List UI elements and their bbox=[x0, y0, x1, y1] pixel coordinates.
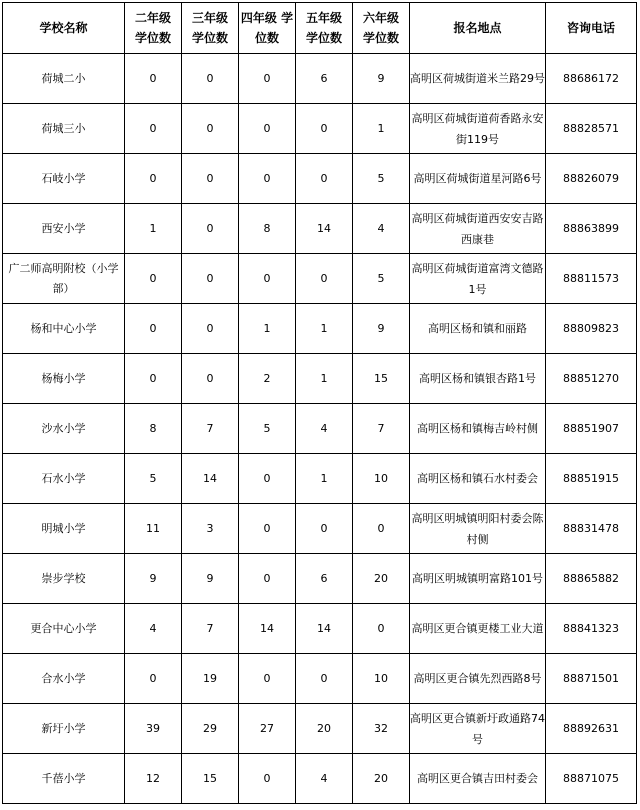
grade5-vacancies: 1 bbox=[296, 354, 353, 404]
grade3-vacancies: 0 bbox=[182, 104, 239, 154]
grade2-vacancies: 0 bbox=[125, 654, 182, 704]
grade4-vacancies: 0 bbox=[239, 754, 296, 804]
grade5-vacancies: 0 bbox=[296, 154, 353, 204]
grade2-vacancies: 0 bbox=[125, 354, 182, 404]
table-row bbox=[3, 354, 637, 404]
table-row bbox=[3, 504, 637, 554]
grade4-vacancies: 0 bbox=[239, 54, 296, 104]
school-name: 崇步学校 bbox=[3, 554, 125, 604]
header-grade6: 六年级 学位数 bbox=[353, 3, 410, 54]
contact-phone: 88811573 bbox=[546, 254, 637, 304]
grade6-vacancies: 10 bbox=[353, 454, 410, 504]
header-grade5: 五年级 学位数 bbox=[296, 3, 353, 54]
contact-phone: 88863899 bbox=[546, 204, 637, 254]
grade2-vacancies: 5 bbox=[125, 454, 182, 504]
grade4-vacancies: 0 bbox=[239, 254, 296, 304]
grade4-vacancies: 27 bbox=[239, 704, 296, 754]
grade4-vacancies: 8 bbox=[239, 204, 296, 254]
grade6-vacancies: 0 bbox=[353, 504, 410, 554]
grade3-vacancies: 3 bbox=[182, 504, 239, 554]
school-name: 合水小学 bbox=[3, 654, 125, 704]
grade6-vacancies: 0 bbox=[353, 604, 410, 654]
grade4-vacancies: 1 bbox=[239, 304, 296, 354]
grade5-vacancies: 6 bbox=[296, 54, 353, 104]
grade2-vacancies: 0 bbox=[125, 304, 182, 354]
table-row bbox=[3, 404, 637, 454]
school-name: 广二师高明附校（小学部） bbox=[3, 254, 125, 304]
school-name: 荷城三小 bbox=[3, 104, 125, 154]
grade5-vacancies: 0 bbox=[296, 104, 353, 154]
contact-phone: 88865882 bbox=[546, 554, 637, 604]
grade6-vacancies: 9 bbox=[353, 54, 410, 104]
table-row bbox=[3, 454, 637, 504]
grade4-vacancies: 0 bbox=[239, 154, 296, 204]
contact-phone: 88851907 bbox=[546, 404, 637, 454]
grade3-vacancies: 0 bbox=[182, 204, 239, 254]
grade4-vacancies: 5 bbox=[239, 404, 296, 454]
school-name: 更合中心小学 bbox=[3, 604, 125, 654]
table-row bbox=[3, 154, 637, 204]
registration-address: 高明区荷城街道荷香路永安街119号 bbox=[410, 104, 546, 154]
contact-phone: 88841323 bbox=[546, 604, 637, 654]
grade3-vacancies: 14 bbox=[182, 454, 239, 504]
grade3-vacancies: 0 bbox=[182, 304, 239, 354]
registration-address: 高明区杨和镇银杏路1号 bbox=[410, 354, 546, 404]
grade4-vacancies: 0 bbox=[239, 554, 296, 604]
grade5-vacancies: 0 bbox=[296, 654, 353, 704]
header-grade3: 三年级 学位数 bbox=[182, 3, 239, 54]
grade3-vacancies: 15 bbox=[182, 754, 239, 804]
grade2-vacancies: 39 bbox=[125, 704, 182, 754]
grade3-vacancies: 0 bbox=[182, 54, 239, 104]
contact-phone: 88892631 bbox=[546, 704, 637, 754]
grade3-vacancies: 19 bbox=[182, 654, 239, 704]
registration-address: 高明区荷城街道米兰路29号 bbox=[410, 54, 546, 104]
contact-phone: 88851915 bbox=[546, 454, 637, 504]
school-name: 荷城二小 bbox=[3, 54, 125, 104]
table-row bbox=[3, 604, 637, 654]
school-name: 石水小学 bbox=[3, 454, 125, 504]
contact-phone: 88809823 bbox=[546, 304, 637, 354]
grade3-vacancies: 0 bbox=[182, 254, 239, 304]
table-row bbox=[3, 54, 637, 104]
grade2-vacancies: 0 bbox=[125, 104, 182, 154]
grade6-vacancies: 5 bbox=[353, 154, 410, 204]
school-name: 新圩小学 bbox=[3, 704, 125, 754]
school-name: 石岐小学 bbox=[3, 154, 125, 204]
school-name: 明城小学 bbox=[3, 504, 125, 554]
grade4-vacancies: 14 bbox=[239, 604, 296, 654]
registration-address: 高明区更合镇先烈西路8号 bbox=[410, 654, 546, 704]
grade3-vacancies: 0 bbox=[182, 154, 239, 204]
grade2-vacancies: 12 bbox=[125, 754, 182, 804]
grade5-vacancies: 1 bbox=[296, 454, 353, 504]
grade3-vacancies: 7 bbox=[182, 404, 239, 454]
contact-phone: 88686172 bbox=[546, 54, 637, 104]
header-phone: 咨询电话 bbox=[546, 3, 637, 54]
grade6-vacancies: 32 bbox=[353, 704, 410, 754]
school-vacancy-table bbox=[2, 2, 637, 804]
grade2-vacancies: 0 bbox=[125, 154, 182, 204]
grade6-vacancies: 7 bbox=[353, 404, 410, 454]
school-name: 杨梅小学 bbox=[3, 354, 125, 404]
grade2-vacancies: 11 bbox=[125, 504, 182, 554]
grade6-vacancies: 20 bbox=[353, 754, 410, 804]
registration-address: 高明区杨和镇梅吉岭村侧 bbox=[410, 404, 546, 454]
grade6-vacancies: 5 bbox=[353, 254, 410, 304]
table-row bbox=[3, 654, 637, 704]
header-address: 报名地点 bbox=[410, 3, 546, 54]
contact-phone: 88851270 bbox=[546, 354, 637, 404]
table-row bbox=[3, 304, 637, 354]
grade6-vacancies: 9 bbox=[353, 304, 410, 354]
grade2-vacancies: 0 bbox=[125, 254, 182, 304]
grade3-vacancies: 7 bbox=[182, 604, 239, 654]
grade6-vacancies: 20 bbox=[353, 554, 410, 604]
grade6-vacancies: 1 bbox=[353, 104, 410, 154]
table-row bbox=[3, 554, 637, 604]
grade5-vacancies: 14 bbox=[296, 204, 353, 254]
grade4-vacancies: 0 bbox=[239, 504, 296, 554]
registration-address: 高明区更合镇新圩政通路74号 bbox=[410, 704, 546, 754]
school-name: 杨和中心小学 bbox=[3, 304, 125, 354]
grade5-vacancies: 0 bbox=[296, 504, 353, 554]
grade3-vacancies: 0 bbox=[182, 354, 239, 404]
contact-phone: 88871501 bbox=[546, 654, 637, 704]
grade5-vacancies: 4 bbox=[296, 404, 353, 454]
grade2-vacancies: 4 bbox=[125, 604, 182, 654]
grade2-vacancies: 8 bbox=[125, 404, 182, 454]
registration-address: 高明区更合镇吉田村委会 bbox=[410, 754, 546, 804]
grade5-vacancies: 6 bbox=[296, 554, 353, 604]
grade6-vacancies: 15 bbox=[353, 354, 410, 404]
grade2-vacancies: 9 bbox=[125, 554, 182, 604]
table-row bbox=[3, 254, 637, 304]
registration-address: 高明区明城镇明富路101号 bbox=[410, 554, 546, 604]
header-row bbox=[3, 3, 637, 54]
contact-phone: 88826079 bbox=[546, 154, 637, 204]
registration-address: 高明区更合镇更楼工业大道 bbox=[410, 604, 546, 654]
registration-address: 高明区荷城街道西安安吉路西康巷 bbox=[410, 204, 546, 254]
registration-address: 高明区荷城街道星河路6号 bbox=[410, 154, 546, 204]
grade4-vacancies: 0 bbox=[239, 454, 296, 504]
contact-phone: 88828571 bbox=[546, 104, 637, 154]
header-school: 学校名称 bbox=[3, 3, 125, 54]
table-row bbox=[3, 204, 637, 254]
school-name: 沙水小学 bbox=[3, 404, 125, 454]
grade5-vacancies: 4 bbox=[296, 754, 353, 804]
table-row bbox=[3, 754, 637, 804]
grade4-vacancies: 0 bbox=[239, 654, 296, 704]
school-name: 千蓓小学 bbox=[3, 754, 125, 804]
grade4-vacancies: 0 bbox=[239, 104, 296, 154]
grade5-vacancies: 20 bbox=[296, 704, 353, 754]
header-grade4: 四年级 学 位数 bbox=[239, 3, 296, 54]
contact-phone: 88831478 bbox=[546, 504, 637, 554]
grade2-vacancies: 0 bbox=[125, 54, 182, 104]
grade4-vacancies: 2 bbox=[239, 354, 296, 404]
registration-address: 高明区杨和镇和丽路 bbox=[410, 304, 546, 354]
grade6-vacancies: 4 bbox=[353, 204, 410, 254]
contact-phone: 88871075 bbox=[546, 754, 637, 804]
table-row bbox=[3, 704, 637, 754]
grade5-vacancies: 1 bbox=[296, 304, 353, 354]
grade5-vacancies: 0 bbox=[296, 254, 353, 304]
grade3-vacancies: 9 bbox=[182, 554, 239, 604]
registration-address: 高明区荷城街道富湾文德路1号 bbox=[410, 254, 546, 304]
header-grade2: 二年级 学位数 bbox=[125, 3, 182, 54]
grade5-vacancies: 14 bbox=[296, 604, 353, 654]
grade3-vacancies: 29 bbox=[182, 704, 239, 754]
school-name: 西安小学 bbox=[3, 204, 125, 254]
registration-address: 高明区杨和镇石水村委会 bbox=[410, 454, 546, 504]
grade2-vacancies: 1 bbox=[125, 204, 182, 254]
grade6-vacancies: 10 bbox=[353, 654, 410, 704]
registration-address: 高明区明城镇明阳村委会陈村侧 bbox=[410, 504, 546, 554]
table-row bbox=[3, 104, 637, 154]
